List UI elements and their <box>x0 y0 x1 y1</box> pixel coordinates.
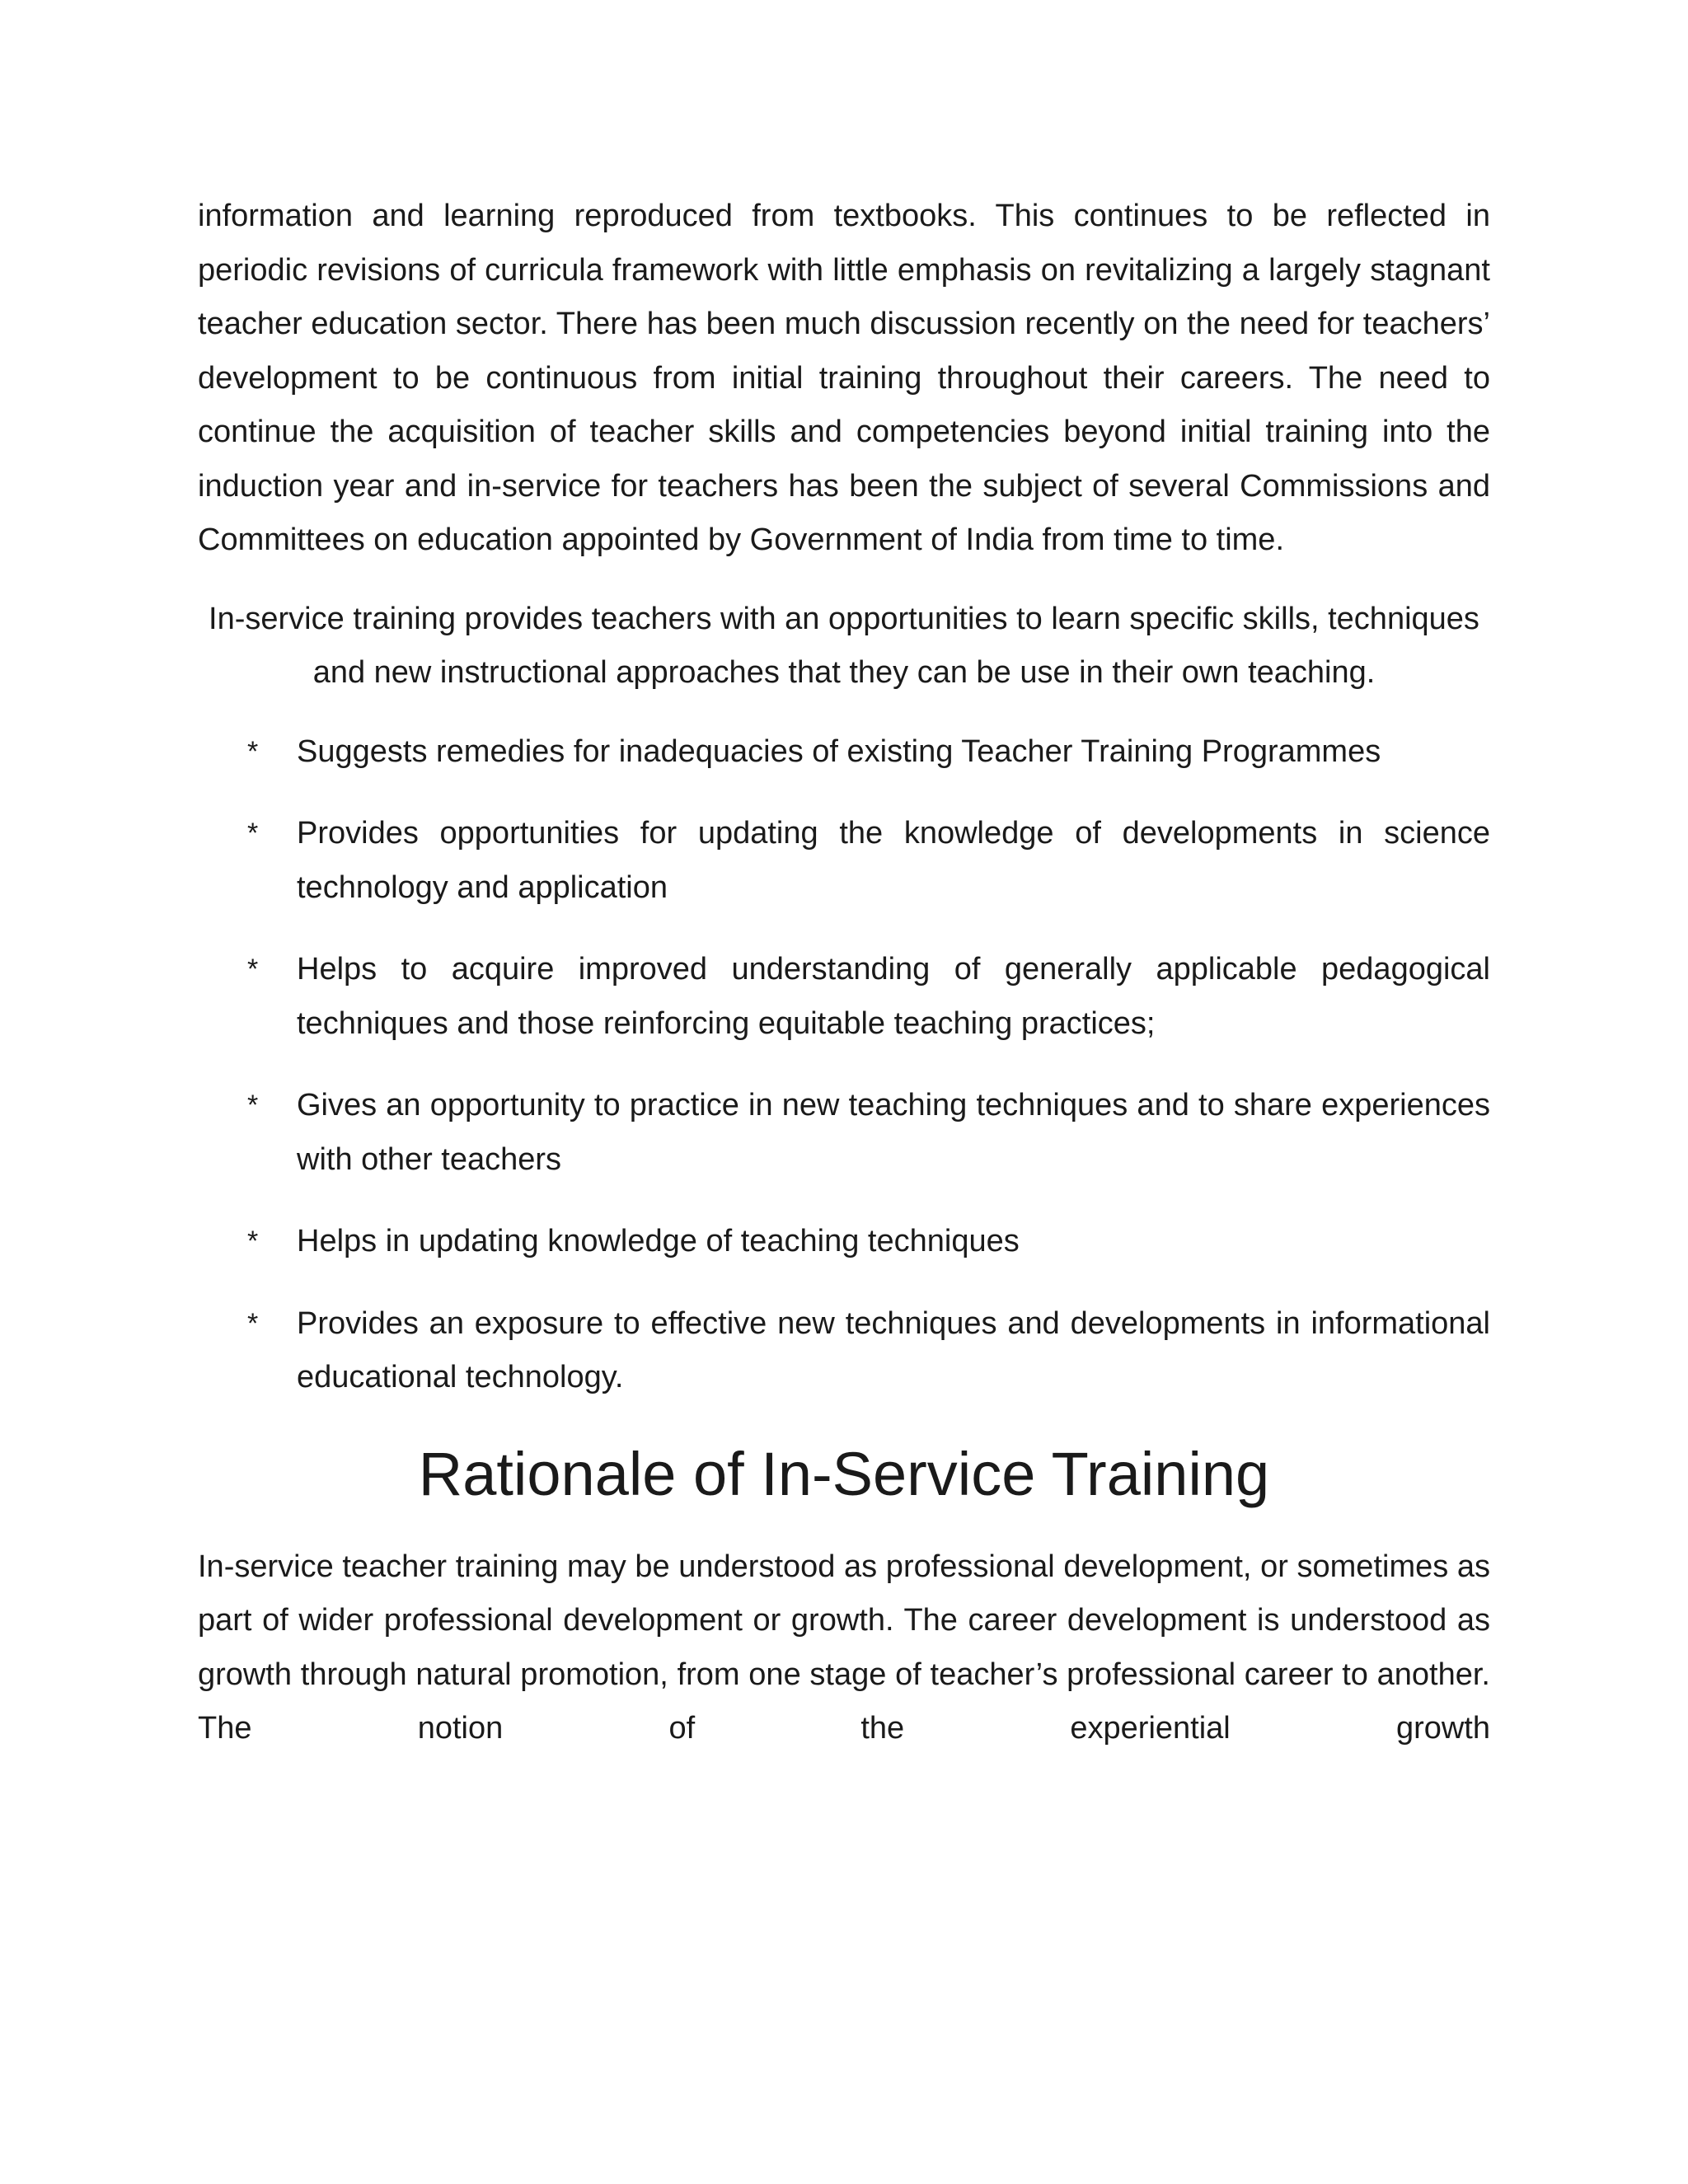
list-item <box>198 1215 1490 1269</box>
section-paragraph: In-service teacher training may be understood as professional development, or sometimes as part of wider professional development or growth. The career development is understood as growth through natural promotion, from one stage of teacher’s professional career to another. The notion of the experiential growth <box>198 1549 1490 1746</box>
asterisk-icon: * <box>247 1307 259 1339</box>
list-item <box>198 943 1490 1051</box>
list-item <box>198 807 1490 915</box>
list-item-text: Suggests remedies for inadequacies of existing Teacher Training Programmes <box>297 733 1381 769</box>
asterisk-icon: * <box>247 954 259 985</box>
list-item-text: Helps to acquire improved understanding of generally applicable pedagogical techniques and those reinforcing equitable teaching practices; <box>297 952 1490 1041</box>
list-item <box>198 725 1490 780</box>
document-page <box>198 190 1490 1756</box>
intro-paragraph: information and learning reproduced from textbooks. This continues to be reflected in periodic revisions of curricula framework with little emphasis on revitalizing a largely stagnant teacher education sector. There has been much discussion recently on the need for teachers’ development to be continuous from initial training throughout their careers. The need to continue the acquisition of teacher skills and competencies beyond initial training into the induction year and in-service for teachers has been the subject of several Commissions and Committees on education appointed by Government of India from time to time. <box>198 199 1490 557</box>
list-item-text: Provides opportunities for updating the knowledge of developments in science technology and application <box>297 816 1490 905</box>
list-item-text: Provides an exposure to effective new techniques and developments in informational educational technology. <box>297 1305 1490 1394</box>
asterisk-icon: * <box>247 1226 259 1257</box>
bullet-list <box>198 725 1490 1405</box>
asterisk-icon: * <box>247 735 259 767</box>
list-item <box>198 1079 1490 1187</box>
centered-paragraph: In-service training provides teachers with an opportunities to learn specific skills, techniques and new instructional approaches that they can be use in their own teaching. <box>209 601 1479 690</box>
list-item <box>198 1297 1490 1405</box>
list-item-text: Helps in updating knowledge of teaching techniques <box>297 1224 1020 1258</box>
asterisk-icon: * <box>247 818 259 849</box>
asterisk-icon: * <box>247 1090 259 1121</box>
list-item-text: Gives an opportunity to practice in new teaching techniques and to share experiences with other teachers <box>297 1088 1490 1177</box>
section-heading: Rationale of In-Service Training <box>418 1439 1270 1508</box>
